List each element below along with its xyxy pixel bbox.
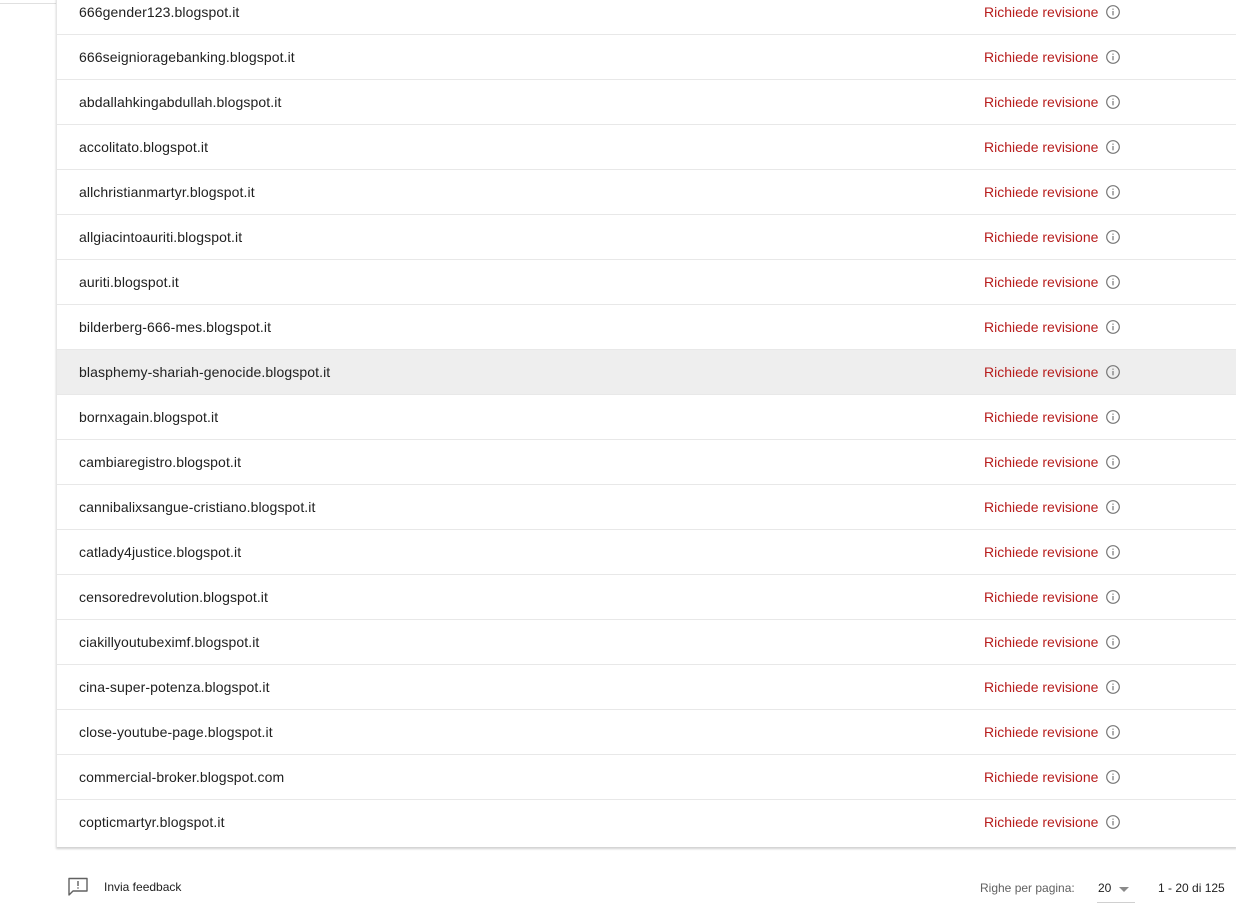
status-label: Richiede revisione [984, 589, 1099, 605]
table-row[interactable] [57, 755, 1236, 800]
status-label: Richiede revisione [984, 274, 1099, 290]
site-name: allgiacintoauriti.blogspot.it [79, 229, 243, 245]
feedback-label: Invia feedback [104, 880, 182, 894]
table-footer [0, 847, 1236, 908]
table-row[interactable] [57, 80, 1236, 125]
site-name: copticmartyr.blogspot.it [79, 814, 225, 830]
status-label: Richiede revisione [984, 139, 1099, 155]
site-name: 666seignioragebanking.blogspot.it [79, 49, 295, 65]
info-icon[interactable] [1105, 94, 1121, 110]
status-label: Richiede revisione [984, 544, 1099, 560]
rows-per-page-label: Righe per pagina: [980, 881, 1075, 895]
table-row[interactable] [57, 350, 1236, 395]
info-icon[interactable] [1105, 769, 1121, 785]
status-label: Richiede revisione [984, 4, 1099, 20]
site-name: cannibalixsangue-cristiano.blogspot.it [79, 499, 316, 515]
info-icon[interactable] [1105, 724, 1121, 740]
site-name: allchristianmartyr.blogspot.it [79, 184, 255, 200]
info-icon[interactable] [1105, 454, 1121, 470]
site-name: censoredrevolution.blogspot.it [79, 589, 269, 605]
site-name: 666gender123.blogspot.it [79, 4, 240, 20]
table-row[interactable] [57, 35, 1236, 80]
table-body [57, 0, 1236, 845]
site-name: close-youtube-page.blogspot.it [79, 724, 273, 740]
table-row[interactable] [57, 395, 1236, 440]
info-icon[interactable] [1105, 139, 1121, 155]
site-name: commercial-broker.blogspot.com [79, 769, 285, 785]
chevron-down-icon [1119, 887, 1129, 892]
status-label: Richiede revisione [984, 679, 1099, 695]
info-icon[interactable] [1105, 364, 1121, 380]
table-row[interactable] [57, 0, 1236, 35]
table-row[interactable] [57, 125, 1236, 170]
feedback-icon [67, 877, 89, 897]
info-icon[interactable] [1105, 634, 1121, 650]
pagination-range: 1 - 20 di 125 [1158, 881, 1225, 895]
site-name: bornxagain.blogspot.it [79, 409, 219, 425]
sites-table [56, 0, 1236, 847]
table-row[interactable] [57, 800, 1236, 845]
site-name: bilderberg-666-mes.blogspot.it [79, 319, 272, 335]
site-name: ciakillyoutubeximf.blogspot.it [79, 634, 260, 650]
status-label: Richiede revisione [984, 769, 1099, 785]
table-row[interactable] [57, 305, 1236, 350]
table-row[interactable] [57, 485, 1236, 530]
info-icon[interactable] [1105, 589, 1121, 605]
site-name: cambiaregistro.blogspot.it [79, 454, 242, 470]
info-icon[interactable] [1105, 184, 1121, 200]
feedback-button[interactable] [67, 877, 181, 897]
status-label: Richiede revisione [984, 94, 1099, 110]
table-row[interactable] [57, 620, 1236, 665]
info-icon[interactable] [1105, 49, 1121, 65]
rows-per-page-value: 20 [1098, 881, 1112, 895]
status-label: Richiede revisione [984, 409, 1099, 425]
rows-per-page-select[interactable] [1097, 875, 1135, 903]
site-name: abdallahkingabdullah.blogspot.it [79, 94, 282, 110]
info-icon[interactable] [1105, 274, 1121, 290]
status-label: Richiede revisione [984, 229, 1099, 245]
info-icon[interactable] [1105, 499, 1121, 515]
status-label: Richiede revisione [984, 724, 1099, 740]
status-label: Richiede revisione [984, 454, 1099, 470]
status-label: Richiede revisione [984, 499, 1099, 515]
table-row[interactable] [57, 710, 1236, 755]
info-icon[interactable] [1105, 679, 1121, 695]
info-icon[interactable] [1105, 814, 1121, 830]
status-label: Richiede revisione [984, 319, 1099, 335]
site-name: catlady4justice.blogspot.it [79, 544, 242, 560]
status-label: Richiede revisione [984, 814, 1099, 830]
info-icon[interactable] [1105, 319, 1121, 335]
info-icon[interactable] [1105, 229, 1121, 245]
site-name: cina-super-potenza.blogspot.it [79, 679, 270, 695]
table-row[interactable] [57, 575, 1236, 620]
table-row[interactable] [57, 665, 1236, 710]
table-row[interactable] [57, 215, 1236, 260]
status-label: Richiede revisione [984, 49, 1099, 65]
table-row[interactable] [57, 440, 1236, 485]
site-name: auriti.blogspot.it [79, 274, 179, 290]
site-name: accolitato.blogspot.it [79, 139, 209, 155]
table-row[interactable] [57, 260, 1236, 305]
table-row[interactable] [57, 170, 1236, 215]
status-label: Richiede revisione [984, 634, 1099, 650]
site-name: blasphemy-shariah-genocide.blogspot.it [79, 364, 331, 380]
status-label: Richiede revisione [984, 184, 1099, 200]
table-row[interactable] [57, 530, 1236, 575]
info-icon[interactable] [1105, 544, 1121, 560]
info-icon[interactable] [1105, 409, 1121, 425]
info-icon[interactable] [1105, 4, 1121, 20]
status-label: Richiede revisione [984, 364, 1099, 380]
